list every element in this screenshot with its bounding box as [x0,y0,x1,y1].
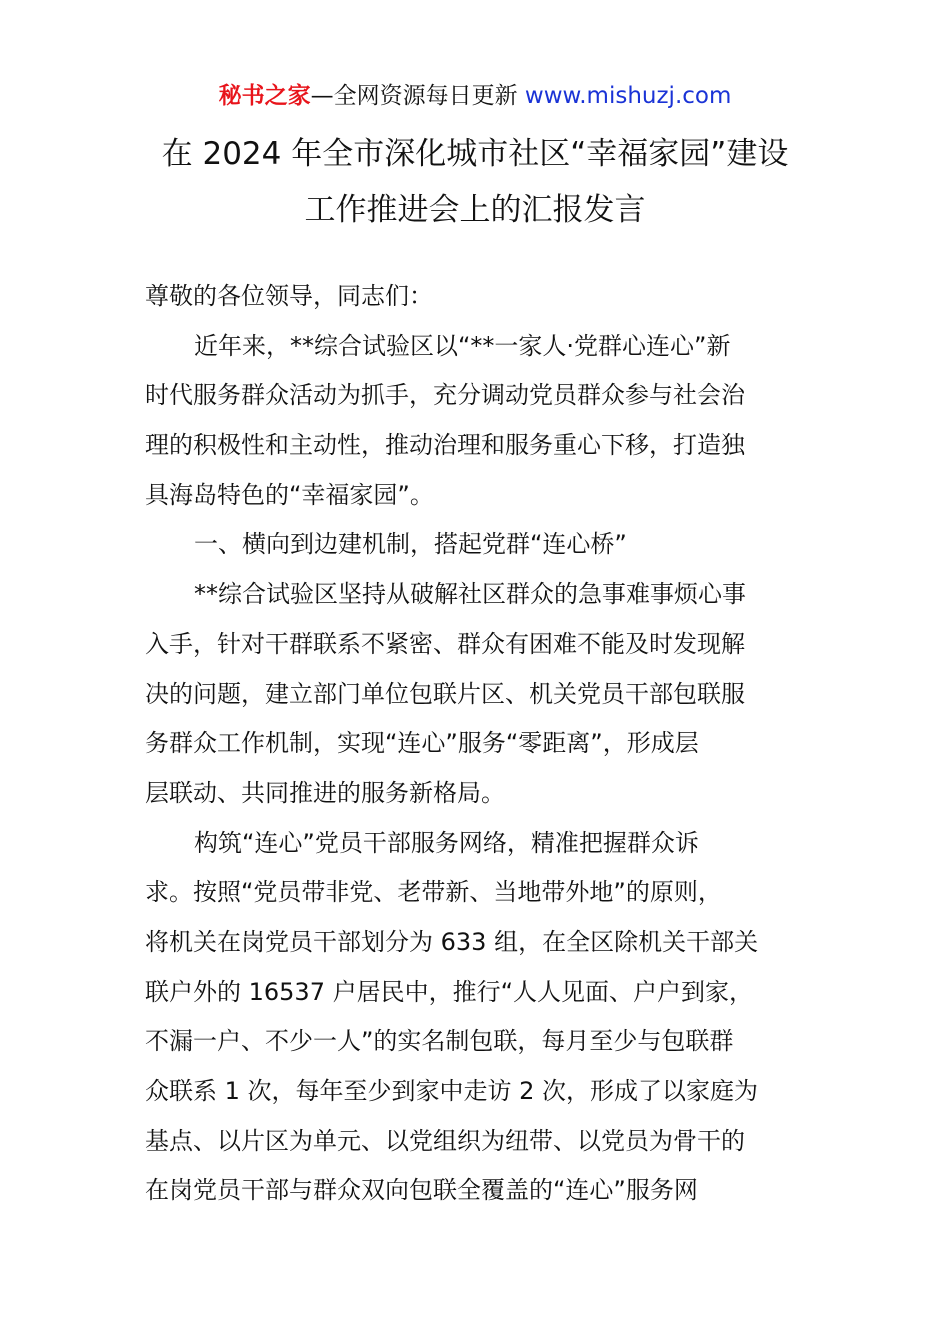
paragraph-line: 众联系 1 次，每年至少到家中走访 2 次，形成了以家庭为 [145,1077,759,1105]
site-url: www.mishuzj.com [524,83,732,109]
site-tagline: —全网资源每日更新 [310,83,525,109]
paragraph-line: 理的积极性和主动性，推动治理和服务重心下移，打造独 [145,431,745,460]
paragraph-line: 联户外的 16537 户居民中，推行“人人见面、户户到家， [145,977,754,1006]
paragraph-line: 求。按照“党员带非党、老带新、当地带外地”的原则， [145,878,722,907]
title-line-1: 在 2024 年全市深化城市社区“幸福家园”建设 [161,136,789,172]
paragraph-line: 将机关在岗党员干部划分为 633 组，在全区除机关干部关 [145,927,759,956]
paragraph-line: 构筑“连心”党员干部服务网络，精准把握群众诉 [194,828,699,857]
paragraph-line: 决的问题，建立部门单位包联片区、机关党员干部包联服 [145,679,745,708]
title-line-2: 工作推进会上的汇报发言 [304,192,646,228]
document-body [145,272,807,1216]
paragraph-line: 入手，针对干群联系不紧密、群众有困难不能及时发现解 [145,629,745,658]
paragraph-line: 不漏一户、不少一人”的实名制包联，每月至少与包联群 [145,1027,734,1056]
salutation: 尊敬的各位领导，同志们： [145,282,433,310]
paragraph-line: 时代服务群众活动为抓手，充分调动党员群众参与社会治 [145,381,745,410]
site-header [0,80,950,112]
paragraph-line: **综合试验区坚持从破解社区群众的急事难事烦心事 [194,580,746,609]
paragraph-line: 具海岛特色的“幸福家园”。 [145,480,434,509]
paragraph-line: 近年来，**综合试验区以“**一家人·党群心连心”新 [194,331,731,360]
paragraph-line: 务群众工作机制，实现“连心”服务“零距离”，形成层 [145,729,699,758]
section-heading: 一、横向到边建机制，搭起党群“连心桥” [194,530,627,559]
site-brand: 秘书之家 [218,83,311,109]
paragraph-line: 基点、以片区为单元、以党组织为纽带、以党员为骨干的 [145,1126,745,1155]
paragraph-line: 层联动、共同推进的服务新格局。 [145,778,505,807]
paragraph-line: 在岗党员干部与群众双向包联全覆盖的“连心”服务网 [145,1176,698,1205]
document-title [120,126,830,238]
